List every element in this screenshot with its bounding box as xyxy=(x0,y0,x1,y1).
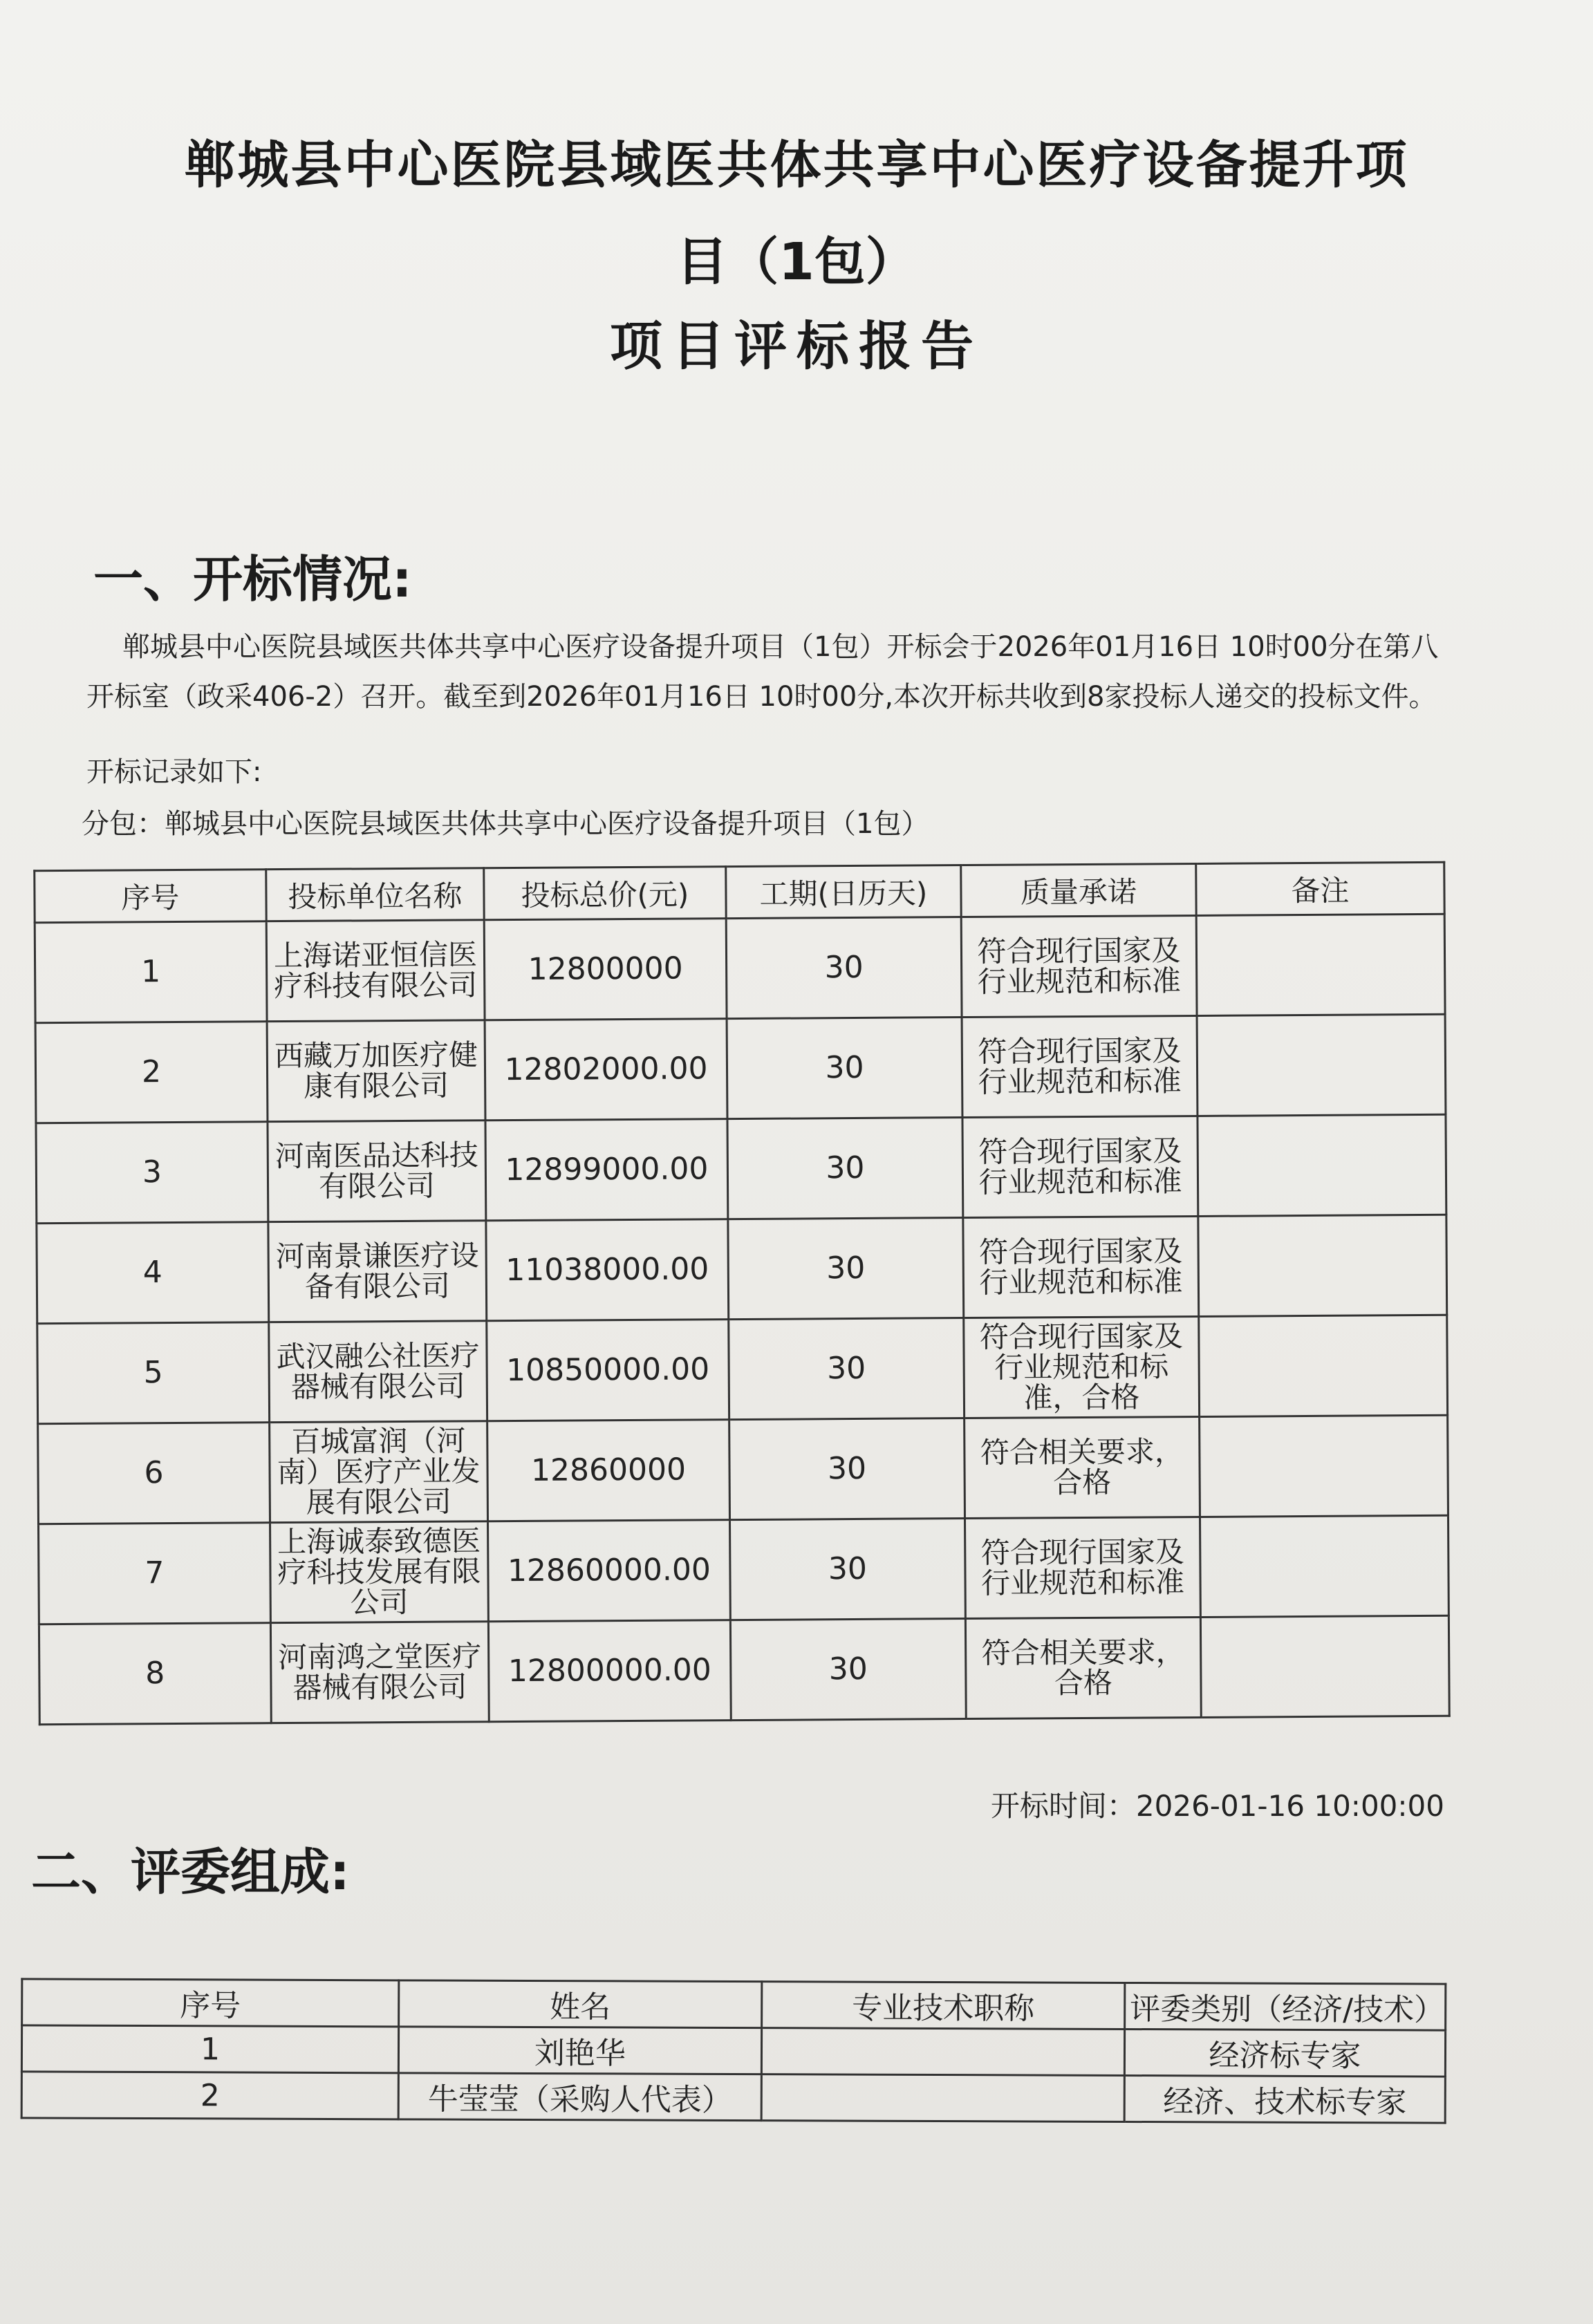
cell-price: 12860000.00 xyxy=(488,1520,731,1622)
bid-table xyxy=(33,861,1451,1725)
cell-no: 8 xyxy=(39,1623,271,1725)
cell-note xyxy=(1198,1114,1446,1216)
cell-no: 5 xyxy=(37,1322,270,1424)
cell-bidder: 武汉融公社医疗器械有限公司 xyxy=(269,1321,487,1423)
cell-no: 2 xyxy=(35,1022,268,1123)
table-row xyxy=(21,2072,1445,2123)
cell-no: 3 xyxy=(36,1122,268,1224)
cell-bidder: 西藏万加医疗健康有限公司 xyxy=(267,1020,485,1122)
jury-col-title: 专业技术职称 xyxy=(762,1982,1125,2030)
jury-cell-title xyxy=(761,2074,1124,2122)
cell-quality: 符合现行国家及行业规范和标准 xyxy=(965,1517,1200,1618)
cell-period: 30 xyxy=(730,1519,966,1620)
cell-no: 7 xyxy=(39,1523,271,1624)
jury-cell-name: 刘艳华 xyxy=(398,2027,761,2074)
cell-quality: 符合现行国家及行业规范和标准 xyxy=(962,1116,1198,1217)
cell-period: 30 xyxy=(730,1619,966,1721)
jury-table-header xyxy=(22,1979,1446,2030)
record-label: 开标记录如下: xyxy=(86,756,262,788)
cell-bidder: 河南医品达科技有限公司 xyxy=(268,1121,486,1222)
section1-heading: 一、开标情况: xyxy=(93,550,412,608)
cell-no: 6 xyxy=(38,1423,270,1524)
report-title-line2: 目（1包） xyxy=(676,232,917,292)
col-header-no: 序号 xyxy=(35,870,266,923)
cell-note xyxy=(1200,1515,1448,1617)
jury-cell-category: 经济、技术标专家 xyxy=(1124,2075,1445,2123)
jury-cell-title xyxy=(761,2028,1124,2076)
cell-price: 12899000.00 xyxy=(485,1119,728,1221)
section2-heading: 二、评委组成: xyxy=(31,1843,350,1901)
cell-quality: 符合相关要求，合格 xyxy=(965,1617,1201,1718)
table-row xyxy=(38,1415,1448,1524)
jury-col-category: 评委类别（经济/技术） xyxy=(1125,1983,1446,2030)
cell-no: 1 xyxy=(35,921,267,1023)
cell-price: 12800000 xyxy=(484,919,727,1020)
table-row xyxy=(36,1114,1446,1223)
cell-price: 10850000.00 xyxy=(487,1320,729,1421)
cell-note xyxy=(1197,1014,1446,1116)
report-title-line1: 郸城县中心医院县域医共体共享中心医疗设备提升项 xyxy=(184,135,1409,195)
jury-cell-no: 2 xyxy=(21,2072,398,2119)
cell-price: 12802000.00 xyxy=(485,1019,727,1121)
cell-quality: 符合相关要求，合格 xyxy=(965,1416,1200,1518)
cell-period: 30 xyxy=(729,1418,965,1520)
cell-note xyxy=(1199,1315,1448,1416)
cell-bidder: 百城富润（河南）医疗产业发展有限公司 xyxy=(270,1421,488,1523)
cell-quality: 符合现行国家及行业规范和标准 xyxy=(963,1216,1199,1318)
col-header-name: 投标单位名称 xyxy=(266,868,484,921)
cell-bidder: 上海诚泰致德医疗科技发展有限公司 xyxy=(270,1521,489,1623)
opening-time: 开标时间：2026-01-16 10:00:00 xyxy=(990,1789,1444,1823)
cell-note xyxy=(1200,1615,1449,1717)
col-header-price: 投标总价(元) xyxy=(484,867,726,920)
jury-table xyxy=(21,1978,1447,2124)
cell-bidder: 上海诺亚恒信医疗科技有限公司 xyxy=(266,920,485,1022)
cell-note xyxy=(1198,1215,1447,1316)
cell-period: 30 xyxy=(728,1218,964,1320)
cell-period: 30 xyxy=(727,1118,963,1219)
cell-note xyxy=(1196,914,1445,1015)
opening-paragraph: 郸城县中心医院县域医共体共享中心医疗设备提升项目（1包）开标会于2026年01月16日 10时00分在第八开标室（政采406-2）召开。截至到2026年01月16日 10时00分,本次开标共收到8家投标人递交的投标文件。 xyxy=(86,631,1439,713)
cell-no: 4 xyxy=(37,1222,269,1324)
report-title-line3: 项目评标报告 xyxy=(610,315,983,377)
jury-cell-category: 经济标专家 xyxy=(1124,2029,1445,2077)
table-row xyxy=(37,1215,1447,1323)
cell-price: 12860000 xyxy=(487,1420,730,1521)
package-line: 分包：郸城县中心医院县域医共体共享中心医疗设备提升项目（1包） xyxy=(82,808,929,840)
col-header-quality: 质量承诺 xyxy=(961,863,1196,917)
table-row xyxy=(39,1515,1449,1624)
cell-price: 12800000.00 xyxy=(488,1620,731,1722)
jury-col-no: 序号 xyxy=(22,1979,399,2027)
cell-note xyxy=(1200,1415,1448,1517)
bid-table-header xyxy=(35,862,1444,922)
cell-period: 30 xyxy=(729,1318,965,1420)
cell-quality: 符合现行国家及行业规范和标准 xyxy=(962,1015,1198,1117)
cell-period: 30 xyxy=(727,1018,962,1119)
table-row xyxy=(39,1615,1449,1724)
cell-quality: 符合现行国家及行业规范和标准 xyxy=(961,915,1197,1017)
cell-bidder: 河南景谦医疗设备有限公司 xyxy=(268,1221,487,1322)
table-row xyxy=(35,1014,1446,1123)
table-row xyxy=(21,2025,1445,2077)
jury-col-name: 姓名 xyxy=(399,1980,762,2028)
col-header-note: 备注 xyxy=(1196,862,1444,915)
table-row xyxy=(37,1315,1448,1423)
cell-period: 30 xyxy=(726,917,962,1019)
jury-cell-no: 1 xyxy=(21,2025,398,2073)
col-header-period: 工期(日历天) xyxy=(726,865,961,919)
cell-bidder: 河南鸿之堂医疗器械有限公司 xyxy=(270,1622,489,1723)
cell-quality: 符合现行国家及行业规范和标准，合格 xyxy=(964,1316,1200,1418)
cell-price: 11038000.00 xyxy=(486,1219,729,1321)
table-row xyxy=(35,914,1445,1022)
jury-cell-name: 牛莹莹（采购人代表） xyxy=(398,2073,761,2121)
